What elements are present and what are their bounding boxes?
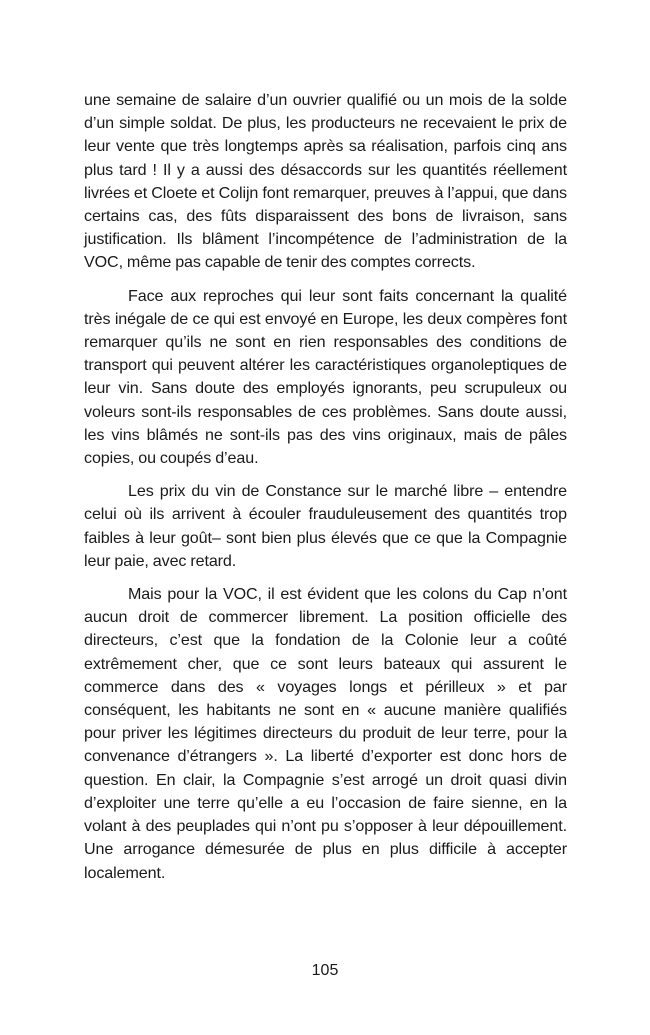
page-body bbox=[84, 89, 567, 895]
paragraph-1: une semaine de salaire d’un ouvrier qualifié ou un mois de la solde d’un simple soldat. De plus, les producteurs ne recevaient le prix de leur vente que très longtemps après sa réalisation, parfois cinq ans plus tard ! Il y a aussi des désaccords sur les quantités réellement livrées et Cloete et Colijn font remarquer, preuves à l’appui, que dans certains cas, des fûts disparaissent des bons de livraison, sans justification. Ils blâment l’incompétence de l’administration de la VOC, même pas capable de tenir des comptes corrects. bbox=[84, 91, 567, 272]
paragraph-4: Mais pour la VOC, il est évident que les colons du Cap n’ont aucun droit de commercer librement. La position officielle des directeurs, c’est que la fondation de la Colonie leur a coûté extrêmement cher, que ce sont leurs bateaux qui assurent le commerce dans des « voyages longs et périlleux » et par conséquent, les habitants ne sont en « aucune manière qualifiés pour priver les légitimes directeurs du produit de leur terre, pour la convenance d’étrangers ». La liberté d’exporter est donc hors de question. En clair, la Compagnie s’est arrogé un droit quasi divin d’exploiter une terre qu’elle a eu l’occasion de faire sienne, en la volant à des peuplades qui n’ont pu s’opposer à leur dépouillement. Une arrogance démesurée de plus en plus difficile à accepter localement. bbox=[84, 585, 567, 882]
paragraph-3: Les prix du vin de Constance sur le marché libre – entendre celui où ils arrivent à écouler frauduleusement des quantités trop faibles à leur goût– sont bien plus élevés que ce que la Compagnie leur paie, avec retard. bbox=[84, 482, 567, 570]
paragraph-2: Face aux reproches qui leur sont faits concernant la qualité très inégale de ce qui est envoyé en Europe, les deux compères font remarquer qu’ils ne sont en rien responsables des conditions de transport qui peuvent altérer les caractéristiques organoleptiques de leur vin. Sans doute des employés ignorants, peu scrupuleux ou voleurs sont-ils responsables de ces problèmes. Sans doute aussi, les vins blâmés ne sont-ils pas des vins originaux, mais de pâles copies, ou coupés d’eau. bbox=[84, 286, 567, 468]
page-number: 105 bbox=[311, 962, 339, 979]
